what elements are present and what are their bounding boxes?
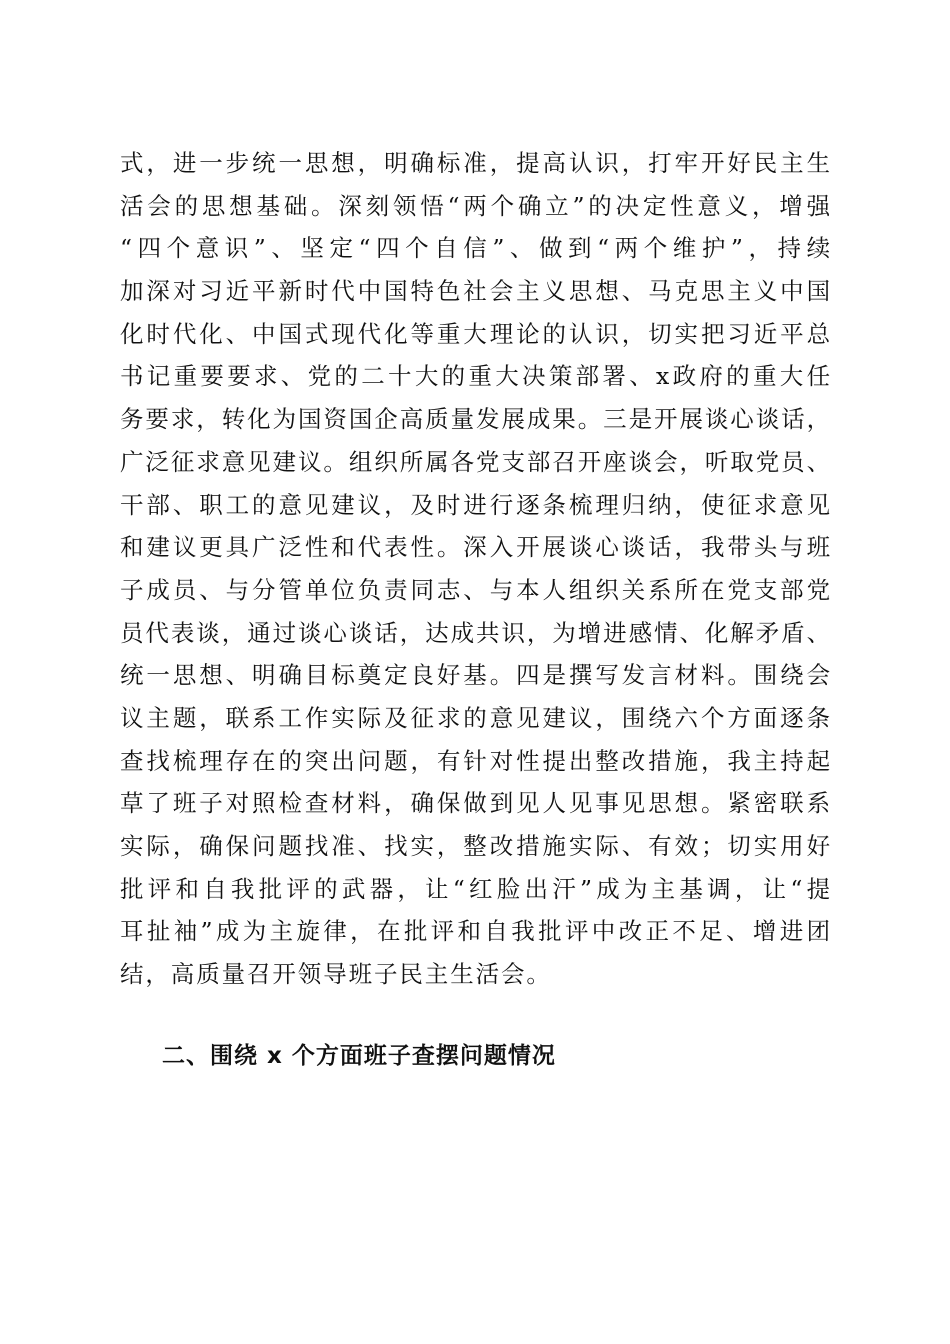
paragraph-line: 议主题，联系工作实际及征求的意见建议，围绕六个方面逐条: [120, 703, 832, 732]
paragraph-line: 式，进一步统一思想，明确标准，提高认识，打牢开好民主生: [120, 149, 832, 177]
paragraph-line: 子成员、与分管单位负责同志、与本人组织关系所在党支部党: [120, 575, 832, 604]
paragraph-line: 和建议更具广泛性和代表性。深入开展谈心谈话，我带头与班: [120, 533, 832, 562]
paragraph-line: 广泛征求意见建议。组织所属各党支部召开座谈会，听取党员、: [120, 447, 832, 476]
paragraph-line: 批评和自我批评的武器，让“红脸出汗”成为主基调，让“提: [120, 874, 832, 903]
paragraph-line: 加深对习近平新时代中国特色社会主义思想、马克思主义中国: [120, 277, 832, 306]
paragraph-line: 书记重要要求、党的二十大的重大决策部署、x政府的重大任: [120, 362, 832, 391]
paragraph-line: 草了班子对照检查材料，确保做到见人见事见思想。紧密联系: [120, 789, 832, 818]
paragraph-line: 实际，确保问题找准、找实，整改措施实际、有效；切实用好: [120, 832, 832, 860]
paragraph-line: 务要求，转化为国资国企高质量发展成果。三是开展谈心谈话，: [120, 405, 832, 434]
paragraph-line: 干部、职工的意见建议，及时进行逐条梳理归纳，使征求意见: [120, 490, 832, 519]
paragraph-line: 活会的思想基础。深刻领悟“两个确立”的决定性意义，增强: [120, 191, 832, 220]
section-heading: 二、围绕 x 个方面班子查摆问题情况: [162, 1043, 556, 1069]
paragraph-line: 化时代化、中国式现代化等重大理论的认识，切实把习近平总: [120, 319, 832, 348]
body-paragraph: [120, 142, 832, 996]
paragraph-line: 员代表谈，通过谈心谈话，达成共识，为增进感情、化解矛盾、: [120, 618, 832, 647]
paragraph-line: 结，高质量召开领导班子民主生活会。: [120, 960, 552, 989]
paragraph-line: “四个意识”、坚定“四个自信”、做到“两个维护”，持续: [120, 234, 832, 263]
paragraph-line: 耳扯袖”成为主旋律，在批评和自我批评中改正不足、增进团: [120, 917, 832, 946]
paragraph-line: 统一思想、明确目标奠定良好基。四是撰写发言材料。围绕会: [120, 661, 832, 690]
paragraph-line: 查找梳理存在的突出问题，有针对性提出整改措施，我主持起: [120, 746, 832, 775]
